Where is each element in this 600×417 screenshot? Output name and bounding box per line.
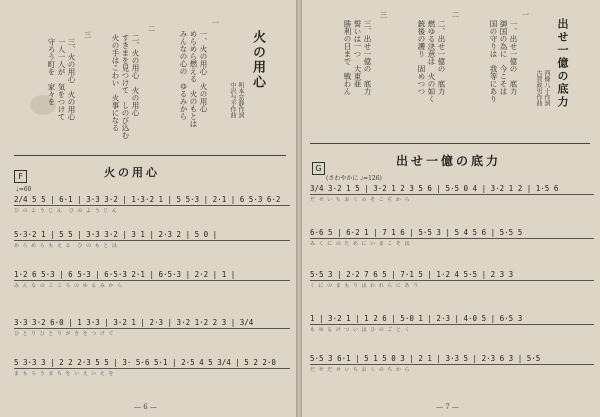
left-staff-2-notes: 5·3·2 1 | 5 5 | 3·3 3·2 | 3 1 | 2·3 2 | 5 0 | xyxy=(14,230,218,239)
right-credit-lyricist: 西條八十作詞 xyxy=(543,70,550,106)
left-staff-2-lyrics: め ら め ら も え る ひ の も と は xyxy=(14,243,118,249)
left-staff-2 xyxy=(14,230,290,249)
right-staff-4 xyxy=(310,314,594,333)
left-stanza-2 xyxy=(110,34,140,144)
right-stanza-1-line-2: 御国の為に 今こそは xyxy=(499,20,508,95)
left-staff-3-notes: 1·2 6 5·3 | 6 5·3 | 6·5·3 2·1 | 6·5·3 | 2·2 | 1 | xyxy=(14,270,236,279)
right-stanza-1-line-3: 国の守りは 我等にあり xyxy=(489,20,498,103)
right-section-letter: G xyxy=(312,162,325,175)
left-stanza-2-line-1: 二、火の用心 火の用心 xyxy=(131,34,140,117)
right-stanza-2-line-2: 燃ゆる決意は 火の如く xyxy=(427,20,436,103)
left-credit-lyricist: 明本京静作詞 xyxy=(237,82,244,118)
right-staff-2-notes: 6·6 5 | 6·2 1 | 7 1 6 | 5·5 3 | 5 4 5 6 | 5·5 5 xyxy=(310,228,523,237)
right-staff-2-line xyxy=(310,238,594,239)
right-staff-5 xyxy=(310,354,594,373)
right-staff-2 xyxy=(310,228,594,247)
right-staff-3-notes: 5·5 3 | 2·2 7 6 5 | 7·1 5 | 1·2 4 5·5 | 2 3 3 xyxy=(310,270,514,279)
left-stanza-1-line-3: みんなの心の ゆるみから xyxy=(179,30,188,120)
left-staff-1-line xyxy=(14,205,290,206)
right-stanza-3-line-2: 誓いは一つ 大東亜 xyxy=(353,20,362,88)
right-tempo-mark: (さわやかに ♩=126) xyxy=(326,175,382,182)
right-staff-5-notes: 5·5 3 6·1 | 5 1 5 0 3 | 2 1 | 3·3 5 | 2·3 6 3 | 5·5 xyxy=(310,354,541,363)
right-stanza-number-2: 二 xyxy=(452,11,459,19)
right-stanza-number-1: 一 xyxy=(522,11,529,19)
right-staff-5-line xyxy=(310,364,594,365)
left-staff-1-notes: 2/4 5 5 | 6·1 | 3·3 3·2 | 1·3·2 1 | 5 5·3 | 2·1 | 6 5·3 6·2 xyxy=(14,195,281,204)
right-staff-1 xyxy=(310,184,594,203)
left-stanza-1-line-1: 一、火の用心 火の用心 xyxy=(199,30,208,113)
left-staff-4-lyrics: ひ と り ひ と り が き を つ け て xyxy=(14,331,115,337)
left-stanza-2-line-2: すきまを見つけて しのび込む xyxy=(121,34,130,139)
right-staff-3 xyxy=(310,270,594,289)
left-staff-5-notes: 5 3·3 3 | 2 2 2·3 5 5 | 3· 5·6 5·1 | 2·5 4 5 3/4 | 5 2 2·0 xyxy=(14,358,276,367)
right-stanza-2-line-3: 銃後の護り 固めつつ xyxy=(417,20,426,95)
left-stanza-3-line-1: 三、火の用心 火の用心 xyxy=(67,38,76,121)
left-staff-2-line xyxy=(14,240,290,241)
left-stanza-3-line-3: 守ろう町を 家々を xyxy=(47,38,56,106)
left-page xyxy=(0,0,296,417)
left-stanza-3 xyxy=(46,38,76,143)
right-staff-4-line xyxy=(310,324,594,325)
left-page-number: — 6 — xyxy=(134,403,157,411)
right-stanza-3-line-3: 勝利の日まで 戦わん xyxy=(343,20,352,95)
left-stanza-3-line-2: 一人一人が 気をつけて xyxy=(57,38,66,121)
left-stanza-number-3: 三 xyxy=(84,31,91,39)
right-lyric-title: 出せ一億の底力 xyxy=(556,18,569,109)
left-staff-5-line xyxy=(14,368,290,369)
left-score-title: 火の用心 xyxy=(104,166,160,179)
right-staff-4-lyrics: も ゆ る け つ い は ひ の ご と く xyxy=(310,327,411,333)
right-divider-rule xyxy=(310,143,590,144)
left-stanza-number-1: 一 xyxy=(212,19,219,27)
right-staff-1-lyrics: だ せ い ち お く の そ こ ぢ か ら xyxy=(310,197,411,203)
left-staff-5-lyrics: ま も ろ う ま ち を い え い え を xyxy=(14,371,115,377)
right-staff-1-notes: 3/4 3·2 1 5 | 3·2 1 2 3 5 6 | 5·5 0 4 | 3·2 1 2 | 1·5 6 xyxy=(310,184,559,193)
left-lyric-title: 火の用心 xyxy=(250,30,265,90)
right-page-number: — 7 — xyxy=(436,403,459,411)
left-stanza-1-line-2: めらめら燃える 火のもとは xyxy=(189,30,198,128)
right-stanza-number-3: 三 xyxy=(380,11,387,19)
right-stanza-1 xyxy=(488,20,518,132)
right-staff-1-line xyxy=(310,194,594,195)
right-staff-3-lyrics: く に の ま も り は わ れ ら に あ り xyxy=(310,283,420,289)
left-stanza-2-line-3: 火の手はこわい 火事になる xyxy=(111,34,120,132)
right-stanza-3-line-1: 三、出せ一億の 底力 xyxy=(363,20,372,95)
right-stanza-1-line-1: 一、出せ一億の 底力 xyxy=(509,20,518,95)
right-staff-3-line xyxy=(310,280,594,281)
right-page xyxy=(302,0,600,417)
left-stanza-number-2: 二 xyxy=(148,25,155,33)
left-staff-3-lyrics: み ん な の こ こ ろ の ゆ る み か ら xyxy=(14,283,124,289)
left-staff-1-lyrics: ひ の よ う じ ん ひ の よ う じ ん xyxy=(14,208,118,214)
left-stanza-1 xyxy=(178,30,208,140)
right-score-title: 出せ一億の底力 xyxy=(396,154,502,168)
right-stanza-2-line-1: 二、出せ一億の 底力 xyxy=(437,20,446,95)
left-staff-3-line xyxy=(14,280,290,281)
left-staff-4-line xyxy=(14,328,290,329)
left-credit-composer: 中沢与平作曲 xyxy=(229,82,236,118)
left-staff-4 xyxy=(14,318,290,337)
left-staff-1 xyxy=(14,195,290,214)
left-divider-rule xyxy=(14,155,286,156)
left-staff-4-notes: 3·3 3·2 6·0 | 1 3·3 | 3·2 1 | 2·3 | 3·2 1·2 2 3 | 3/4 xyxy=(14,318,254,327)
right-staff-5-lyrics: だ せ だ せ い ち お く の ち か ら xyxy=(310,367,411,373)
right-stanza-3 xyxy=(342,20,372,132)
right-stanza-2 xyxy=(416,20,446,132)
left-staff-5 xyxy=(14,358,290,377)
right-credit-composer: 古賀政男作曲 xyxy=(535,70,542,106)
left-tempo-mark: ♩=60 xyxy=(16,186,32,193)
right-staff-4-notes: 1 | 3·2 1 | 1 2 6 | 5·0 1 | 2·3 | 4·0 5 | 6·5 3 xyxy=(310,314,523,323)
right-staff-2-lyrics: み く に の た め に い ま こ そ は xyxy=(310,241,411,247)
left-staff-3 xyxy=(14,270,290,289)
left-section-letter: F xyxy=(14,170,27,183)
